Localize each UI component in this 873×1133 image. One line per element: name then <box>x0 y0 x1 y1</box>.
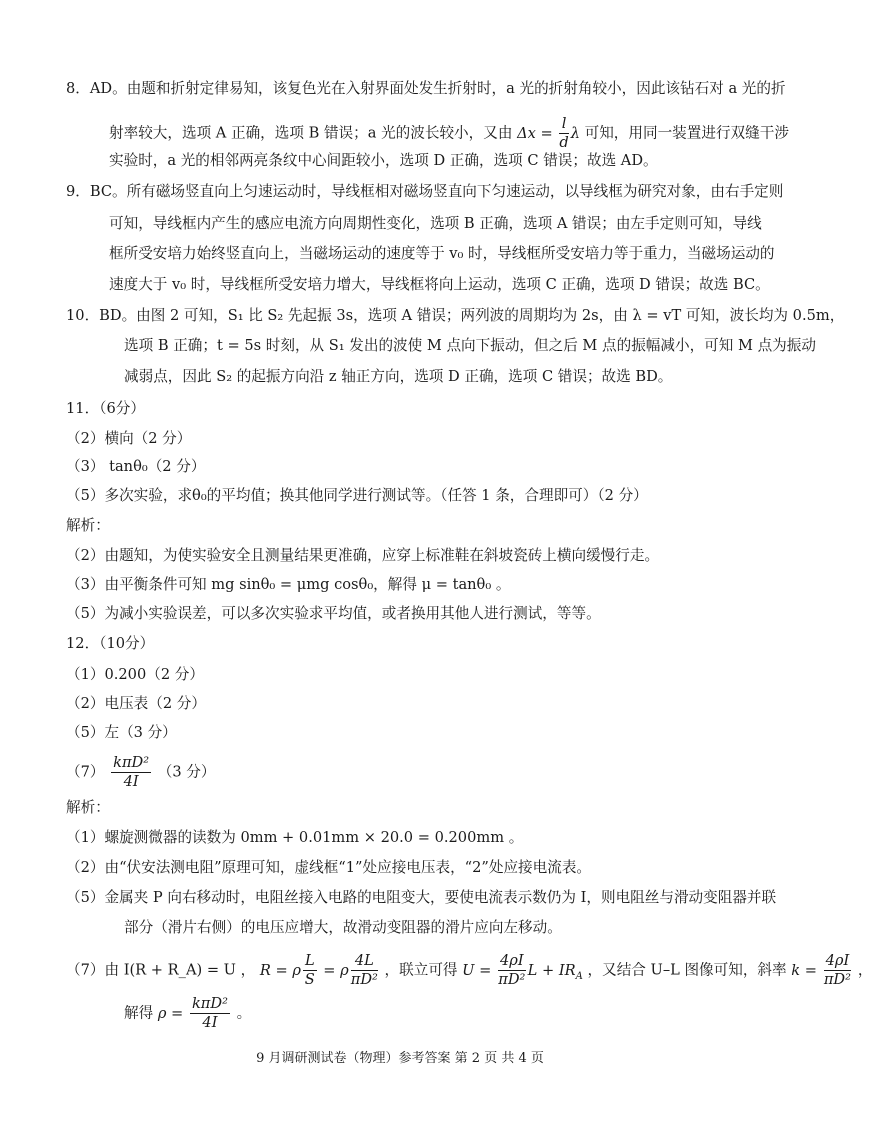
q10-line-2: 选项 B 正确；t = 5s 时刻，从 S₁ 发出的波使 M 点向下振动，但之后 M 点的振幅减小，可知 M 点为振动 <box>124 337 816 354</box>
q9-line-1: 9．BC。所有磁场竖直向上匀速运动时，导线框相对磁场竖直向下匀速运动，以导线框为研究对象，由右手定则 <box>66 183 784 200</box>
q12-explain-7c: ，又结合 U–L 图像可知，斜率 <box>587 961 787 979</box>
q12-answer-7-score: （3 分） <box>157 763 216 781</box>
q12-explain-7 <box>66 952 873 989</box>
q12-formula-rho: ρ = $\frac{\text{kπD²}}{4I}$ <box>157 995 228 1031</box>
q11-explain-2: （2）由题知，为使实验安全且测量结果更准确，应穿上标准鞋在斜坡瓷砖上横向缓慢行走。 <box>66 547 660 564</box>
q10-line-3: 减弱点，因此 S₂ 的起振方向沿 z 轴正方向，选项 D 正确，选项 C 错误；故选 BD。 <box>124 368 673 385</box>
q11-answer-2: （2）横向（2 分） <box>66 430 192 447</box>
q9-line-2: 可知，导线框内产生的感应电流方向周期性变化，选项 B 正确，选项 A 错误；由左手定则可知，导线 <box>109 215 762 232</box>
q12-explain-7-end: 。 <box>236 1004 252 1022</box>
q11-answer-5: （5）多次实验，求θ₀的平均值；换其他同学进行测试等。（任答 1 条，合理即可）（2 分） <box>66 487 648 504</box>
q8-line-1: 8．AD。由题和折射定律易知，该复色光在入射界面处发生折射时，a 光的折射角较小，因此该钻石对 a 光的折 <box>66 80 786 97</box>
q12-answer-1: （1）0.200（2 分） <box>66 666 204 683</box>
q12-explain-2: （2）由“伏安法测电阻”原理可知，虚线框“1”处应接电压表，“2”处应接电流表。 <box>66 859 592 876</box>
q11-explain-3: （3）由平衡条件可知 mg sinθ₀ = μmg cosθ₀，解得 μ = tanθ₀ 。 <box>66 576 511 593</box>
q9-line-3: 框所受安培力始终竖直向上，当磁场运动的速度等于 v₀ 时，导线框所受安培力等于重力，当磁场运动的 <box>109 245 775 262</box>
q11-explain-5: （5）为减小实验误差，可以多次实验求平均值，或者换用其他人进行测试，等等。 <box>66 605 601 622</box>
q12-formula-slope: k = $\frac{4\rho I}{\text{πD²}}$ <box>791 952 851 988</box>
q12-explain-7-solve <box>124 995 251 1032</box>
page-footer: 9 月调研测试卷（物理）参考答案 第 2 页 共 4 页 <box>256 1051 544 1066</box>
q12-explain-5b: 部分（滑片右侧）的电压应增大，故滑动变阻器的滑片应向左移动。 <box>124 919 562 936</box>
q12-answer-2: （2）电压表（2 分） <box>66 695 206 712</box>
q12-explain-7-solve-label: 解得 <box>124 1004 154 1022</box>
q11-analysis-label: 解析： <box>66 517 110 534</box>
q12-analysis-label: 解析： <box>66 799 110 816</box>
q12-explain-5a: （5）金属夹 P 向右移动时，电阻丝接入电路的电阻变大，要使电流表示数仍为 I，则电阻丝与滑动变阻器并联 <box>66 889 777 906</box>
q12-formula-resistance: R = ρ $\frac{L}{S}$ = ρ $\frac{4L}{\text{πD²}}$ <box>259 952 378 988</box>
q12-explain-7d: ， <box>857 961 873 979</box>
q12-answer-7 <box>66 754 215 791</box>
q8-line-3: 实验时，a 光的相邻两亮条纹中心间距较小，选项 D 正确，选项 C 错误；故选 AD。 <box>109 152 658 169</box>
q12-answer-7-formula: $\frac{\text{kπD²}}{4I}$ <box>113 754 150 790</box>
q12-explain-7a: （7）由 I(R + R_A) = U ， <box>66 961 256 979</box>
q12-answer-7-prefix: （7） <box>66 763 105 781</box>
q12-formula-voltage: U = $\frac{4\rho I}{\text{πD²}}$ $L + IR_A$ <box>462 952 583 988</box>
q10-line-1: 10．BD。由图 2 可知，S₁ 比 S₂ 先起振 3s，选项 A 错误；两列波的周期均为 2s，由 λ = vT 可知，波长均为 0.5m， <box>66 307 845 324</box>
q11-answer-3: （3） tanθ₀（2 分） <box>66 458 206 475</box>
q12-heading: 12．（10分） <box>66 635 155 652</box>
q9-line-4: 速度大于 v₀ 时，导线框所受安培力增大，导线框将向上运动，选项 C 正确，选项 D 错误；故选 BC。 <box>109 276 770 293</box>
q8-formula-fringe: Δx = $\frac{l}{d}$ λ <box>517 115 580 151</box>
q8-line-2b: 可知，用同一装置进行双缝干涉 <box>584 124 789 142</box>
q8-line-2a: 射率较大，选项 A 正确，选项 B 错误；a 光的波长较小，又由 <box>109 124 513 142</box>
q12-explain-1: （1）螺旋测微器的读数为 0mm + 0.01mm × 20.0 = 0.200mm 。 <box>66 829 524 846</box>
q12-explain-7b: ，联立可得 <box>384 961 458 979</box>
q11-heading: 11．（6分） <box>66 400 145 417</box>
q12-answer-5: （5）左（3 分） <box>66 724 177 741</box>
q8-line-2 <box>109 115 789 152</box>
